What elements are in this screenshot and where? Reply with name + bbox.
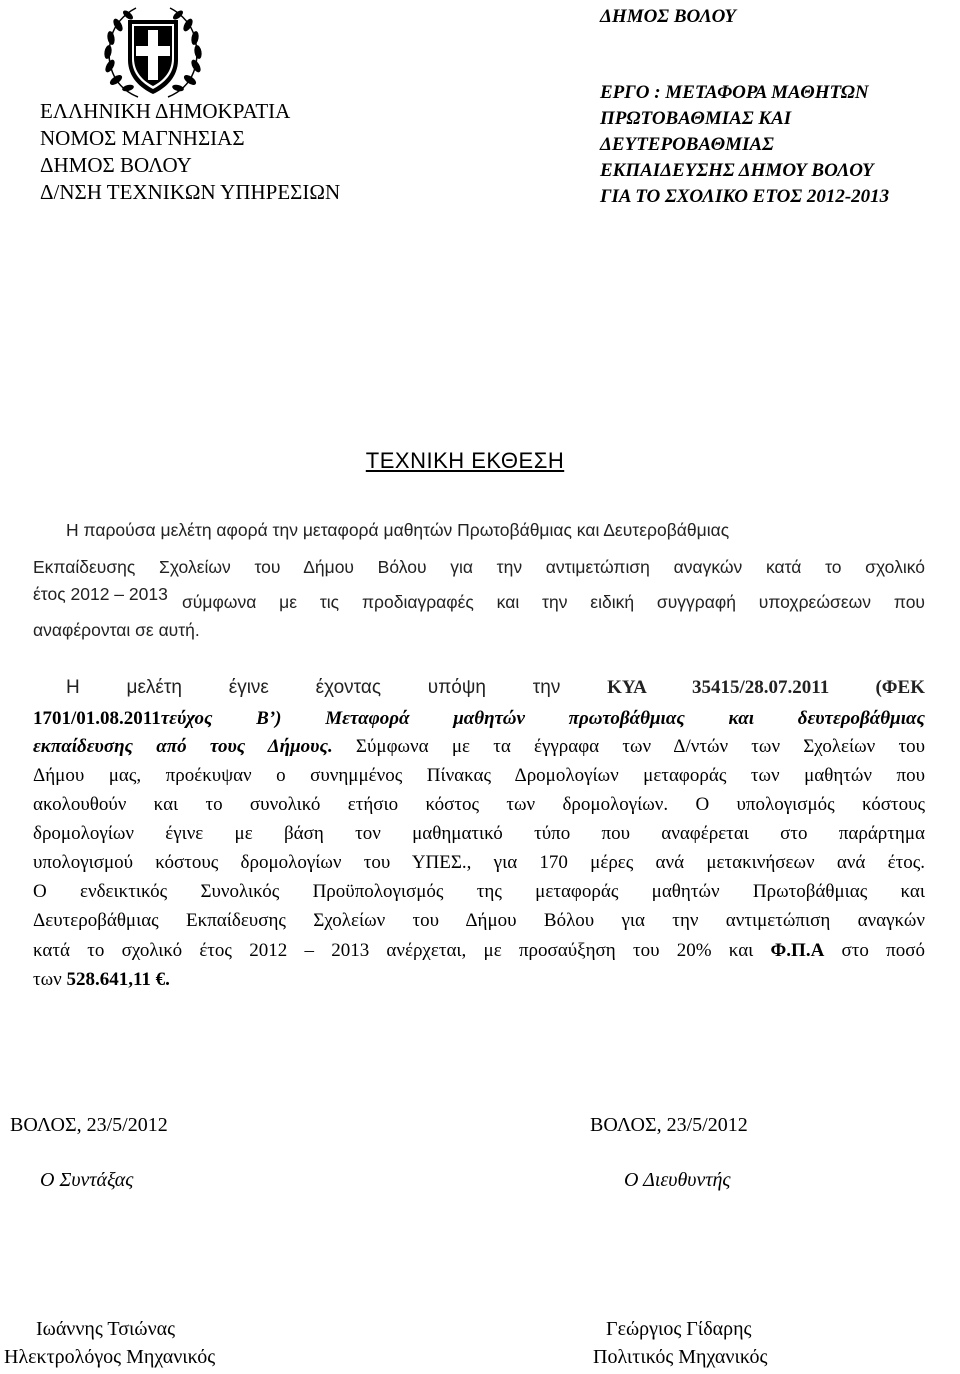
para2-line4: Δήμου μας, προέκυψαν ο συνημμένος Πίνακας Δρομολογίων μεταφοράς των μαθητών που	[33, 765, 925, 786]
para2-subject-end: εκπαίδευσης από τους Δήμους.	[33, 736, 333, 757]
issuer-line-directorate: Δ/ΝΣΗ ΤΕΧΝΙΚΩΝ ΥΠΗΡΕΣΙΩΝ	[40, 180, 341, 204]
para2-line6: δρομολογίων έγινε με βάση τον μαθηματικό τύπο που αναφέρεται στο παράρτημα	[33, 823, 925, 844]
report-title: ΤΕΧΝΙΚΗ ΕΚΘΕΣΗ	[365, 448, 565, 473]
para2-line8: Ο ενδεικτικός Συνολικός Προϋπολογισμός της μεταφοράς μαθητών Πρωτοβάθμιας και	[33, 881, 925, 902]
para2-line11	[33, 969, 925, 991]
right-signer-title: Πολιτικός Μηχανικός	[593, 1346, 768, 1368]
right-signature-date: ΒΟΛΟΣ, 23/5/2012	[590, 1114, 748, 1136]
right-signer-name: Γεώργιος Γίδαρης	[606, 1318, 752, 1340]
project-line-4: ΕΚΠΑΙΔΕΥΣΗΣ ΔΗΜΟΥ ΒΟΛΟΥ	[600, 160, 874, 181]
para1-line2: Εκπαίδευσης Σχολείων του Δήμου Βόλου για την αντιμετώπιση αναγκών κατά το σχολικό	[33, 557, 925, 577]
para2-line1-intro: Η μελέτη έγινε έχοντας υπόψη την	[66, 677, 608, 698]
para2-fek-number: 1701/01.08.2011	[33, 708, 161, 729]
right-signature-role: Ο Διευθυντής	[624, 1169, 731, 1191]
issuer-line-municipality: ΔΗΜΟΣ ΒΟΛΟΥ	[40, 153, 192, 177]
para2-line3	[33, 736, 925, 758]
para2-line5: ακολουθούν και το συνολικό ετήσιο κόστος των δρομολογίων. Ο υπολογισμός κόστους	[33, 794, 925, 815]
para2-kya-reference: ΚΥΑ 35415/28.07.2011 (ΦΕΚ	[607, 677, 925, 698]
para2-line3-rest: Σύμφωνα με τα έγγραφα των Δ/ντών των Σχολείων του	[332, 736, 925, 757]
para2-line2	[33, 708, 925, 730]
para1-line3a: έτος 2012 – 2013	[33, 584, 168, 604]
left-signature-date: ΒΟΛΟΣ, 23/5/2012	[10, 1114, 168, 1136]
issuer-line-prefecture: ΝΟΜΟΣ ΜΑΓΝΗΣΙΑΣ	[40, 126, 245, 150]
municipality-heading: ΔΗΜΟΣ ΒΟΛΟΥ	[600, 6, 736, 27]
left-signer-title: Ηλεκτρολόγος Μηχανικός	[4, 1346, 216, 1368]
para2-line10-text: κατά το σχολικό έτος 2012 – 2013 ανέρχεται, με προσαύξηση του 20% και	[33, 940, 771, 961]
para2-vat: Φ.Π.Α	[770, 940, 825, 961]
left-signer-name: Ιωάννης Τσιώνας	[36, 1318, 176, 1340]
para1-line4: αναφέρονται σε αυτή.	[33, 620, 200, 640]
project-line-1: ΕΡΓΟ : ΜΕΤΑΦΟΡΑ ΜΑΘΗΤΩΝ	[600, 82, 869, 103]
para2-line1	[66, 677, 925, 699]
project-line-2: ΠΡΩΤΟΒΑΘΜΙΑΣ ΚΑΙ	[600, 108, 792, 129]
issuer-line-republic: ΕΛΛΗΝΙΚΗ ΔΗΜΟΚΡΑΤΙΑ	[40, 99, 291, 123]
issuer-block	[40, 98, 340, 206]
project-line-3: ΔΕΥΤΕΡΟΒΑΘΜΙΑΣ	[600, 134, 774, 155]
left-signature-role: Ο Συντάξας	[40, 1169, 134, 1191]
para2-line10	[33, 940, 925, 962]
para2-fek-subject: τεύχος Β’) Μεταφορά μαθητών πρωτοβάθμιας και δευτεροβάθμιας	[160, 708, 925, 729]
total-budget-amount: 528.641,11 €.	[66, 969, 170, 990]
para2-line10-end: στο ποσό	[824, 940, 925, 961]
para2-line11-text: των	[33, 969, 67, 990]
para2-line9: Δευτεροβάθμιας Εκπαίδευσης Σχολείων του Δήμου Βόλου για την αντιμετώπιση αναγκών	[33, 910, 925, 931]
project-line-5: ΓΙΑ ΤΟ ΣΧΟΛΙΚΟ ΕΤΟΣ 2012-2013	[600, 186, 890, 207]
para1-line3b: σύμφωνα με τις προδιαγραφές και την ειδική συγγραφή υποχρεώσεων που	[182, 592, 925, 612]
greek-coat-of-arms-icon	[78, 2, 228, 102]
para1-line1: Η παρούσα μελέτη αφορά την μεταφορά μαθητών Πρωτοβάθμιας και Δευτεροβάθμιας	[66, 520, 730, 540]
para2-line7: υπολογισμού κόστους δρομολογίων του ΥΠΕΣ., για 170 μέρες ανά μετακινήσεων ανά έτος.	[33, 852, 925, 873]
project-heading	[600, 80, 889, 210]
